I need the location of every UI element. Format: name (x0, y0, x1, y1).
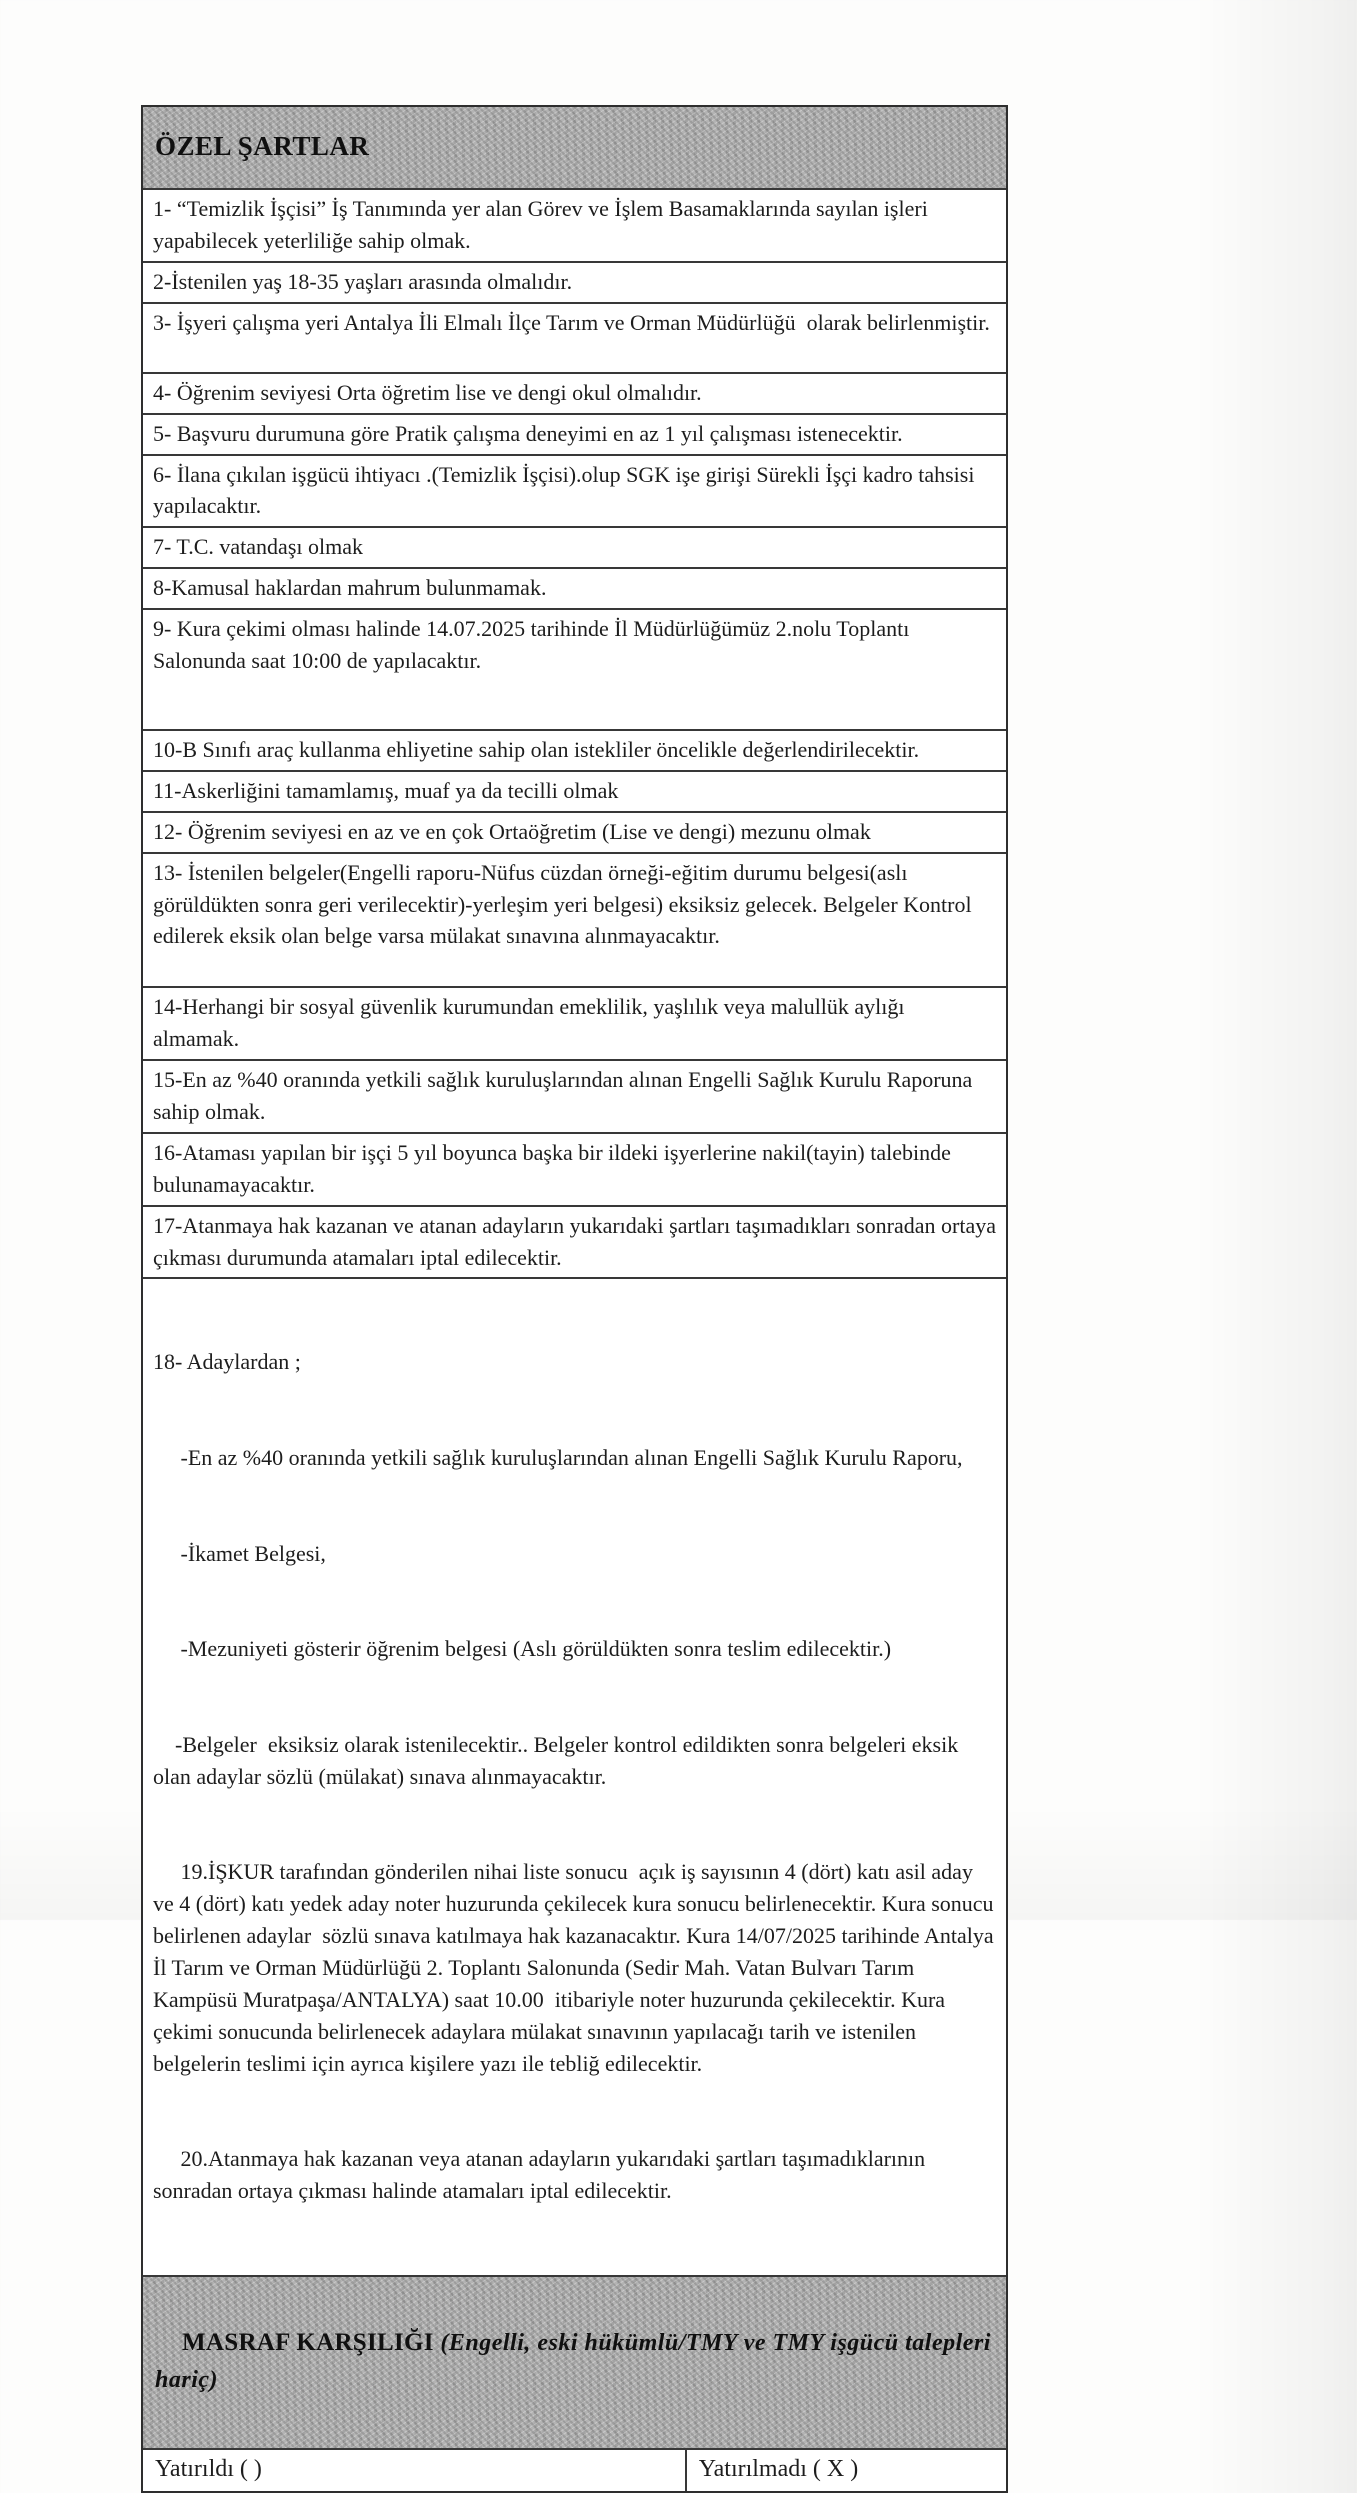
condition-block-18-20 (143, 1277, 1006, 2275)
condition-row-4: 4- Öğrenim seviyesi Orta öğretim lise ve dengi okul olmalıdır. (143, 372, 1006, 413)
deposit-paid-cell: Yatırıldı ( ) (143, 2450, 687, 2491)
condition-row-3: 3- İşyeri çalışma yeri Antalya İli Elmalı İlçe Tarım ve Orman Müdürlüğü olarak belirlenmiştir. (143, 302, 1006, 372)
section-header-ozel-sartlar: ÖZEL ŞARTLAR (143, 107, 1006, 188)
condition-row-8: 8-Kamusal haklardan mahrum bulunmamak. (143, 567, 1006, 608)
masraf-subtitle: (Engelli, eski hükümlü/TMY ve TMY işgücü talepleri hariç) (155, 2330, 998, 2393)
block-paragraph-19: 19.İŞKUR tarafından gönderilen nihai liste sonucu açık iş sayısının 4 (dört) katı asil aday ve 4 (dört) katı yedek aday noter huzurunda çekilecek kura sonucu belirlenecektir. Kura sonucu belirlenen adaylar sözlü sınava katılmaya hak kazanacaktır. Kura 14/07/2025 tarihinde Antalya İl Tarım ve Orman Müdürlüğü 2. Toplantı Salonunda (Sedir Mah. Vatan Bulvarı Tarım Kampüsü Muratpaşa/ANTALYA) saat 10.00 itibariyle noter huzurunda çekilecektir. Kura çekimi sonucunda belirlenecek adaylara mülakat sınavının yapılacağı tarih ve istenilen belgelerin teslimi için ayrıca kişilere yazı ile tebliğ edilecektir. (153, 1859, 1000, 2076)
condition-row-2: 2-İstenilen yaş 18-35 yaşları arasında olmalıdır. (143, 261, 1006, 302)
condition-row-5: 5- Başvuru durumuna göre Pratik çalışma deneyimi en az 1 yıl çalışması istenecektir. (143, 413, 1006, 454)
condition-row-14: 14-Herhangi bir sosyal güvenlik kurumundan emeklilik, yaşlılık veya malullük aylığı almamak. (143, 986, 1006, 1059)
block-line-ikamet-belgesi: -İkamet Belgesi, (153, 1540, 326, 1566)
condition-row-1: 1- “Temizlik İşçisi” İş Tanımında yer alan Görev ve İşlem Basamaklarında sayılan işleri yapabilecek yeterliliğe sahip olmak. (143, 188, 1006, 261)
special-conditions-table (141, 105, 1008, 2493)
condition-row-9: 9- Kura çekimi olması halinde 14.07.2025 tarihinde İl Müdürlüğümüz 2.nolu Toplantı Salonunda saat 10:00 de yapılacaktır. (143, 608, 1006, 729)
condition-row-11: 11-Askerliğini tamamlamış, muaf ya da tecilli olmak (143, 770, 1006, 811)
condition-row-7: 7- T.C. vatandaşı olmak (143, 526, 1006, 567)
deposit-status-row (143, 2448, 1006, 2491)
masraf-title: MASRAF KARŞILIĞI (182, 2329, 441, 2357)
condition-row-13: 13- İstenilen belgeler(Engelli raporu-Nüfus cüzdan örneği-eğitim durumu belgesi(aslı görüldükten sonra geri verilecektir)-yerleşim yeri belgesi) eksiksiz gelecek. Belgeler Kontrol edilerek eksik olan belge varsa mülakat sınavına alınmayacaktır. (143, 852, 1006, 987)
block-paragraph-20: 20.Atanmaya hak kazanan veya atanan adayların yukarıdaki şartları taşımadıklarının sonradan ortaya çıkması halinde atamaları iptal edilecektir. (153, 2146, 931, 2204)
section-header-masraf-karsiligi (143, 2275, 1006, 2448)
condition-row-16: 16-Ataması yapılan bir işçi 5 yıl boyunca başka bir ildeki işyerlerine nakil(tayin) talebinde bulunamayacaktır. (143, 1132, 1006, 1205)
block-line-saglik-raporu: -En az %40 oranında yetkili sağlık kuruluşlarından alınan Engelli Sağlık Kurulu Raporu, (153, 1444, 963, 1470)
block-line-belgeler-eksiksiz: -Belgeler eksiksiz olarak istenilecektir.. Belgeler kontrol edildikten sonra belgeleri eksik olan adaylar sözlü (mülakat) sınava alınmayacaktır. (153, 1731, 964, 1789)
deposit-not-paid-cell: Yatırılmadı ( X ) (698, 2456, 859, 2483)
condition-row-6: 6- İlana çıkılan işgücü ihtiyacı .(Temizlik İşçisi).olup SGK işe girişi Sürekli İşçi kadro tahsisi yapılacaktır. (143, 454, 1006, 527)
block-line-mezuniyet-belgesi: -Mezuniyeti gösterir öğrenim belgesi (Aslı görüldükten sonra teslim edilecektir.) (153, 1636, 892, 1662)
condition-row-17: 17-Atanmaya hak kazanan ve atanan adayların yukarıdaki şartları taşımadıkları sonradan ortaya çıkması durumunda atamaları iptal edilecektir. (143, 1205, 1006, 1278)
block-line-18-header: 18- Adaylardan ; (153, 1349, 301, 1375)
condition-row-10: 10-B Sınıfı araç kullanma ehliyetine sahip olan istekliler öncelikle değerlendirilecektir. (143, 729, 1006, 770)
condition-row-15: 15-En az %40 oranında yetkili sağlık kuruluşlarından alınan Engelli Sağlık Kurulu Raporuna sahip olmak. (143, 1059, 1006, 1132)
condition-row-12: 12- Öğrenim seviyesi en az ve en çok Ortaöğretim (Lise ve dengi) mezunu olmak (143, 811, 1006, 852)
